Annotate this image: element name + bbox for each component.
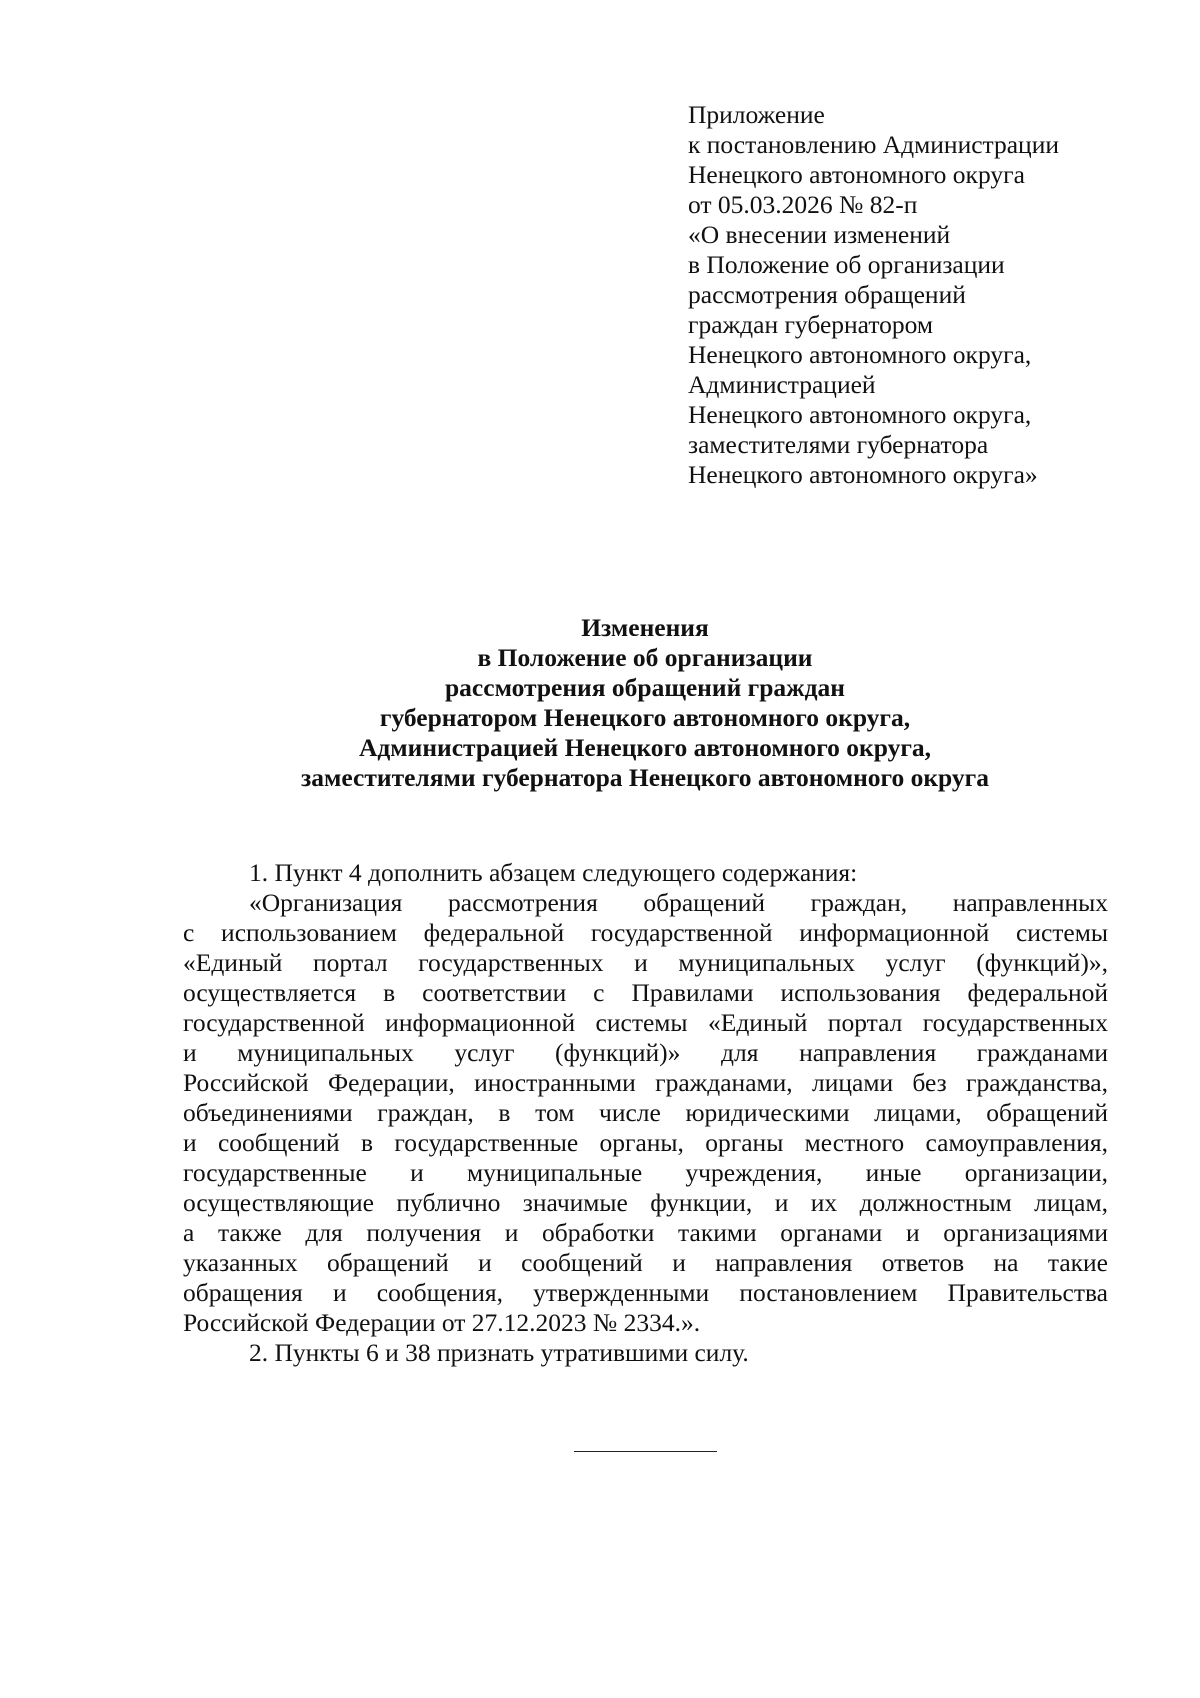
end-separator-line	[574, 1451, 717, 1452]
document-body	[183, 858, 1108, 1368]
appendix-line: Ненецкого автономного округа,	[688, 400, 1032, 429]
appendix-line: в Положение об организации	[688, 250, 1005, 279]
appendix-line: «О внесении изменений	[688, 220, 951, 249]
quote-line: а также для получения и обработки такими органами и организациями	[183, 1218, 1108, 1247]
title-line: Изменения	[581, 613, 709, 642]
appendix-line: Администрацией	[688, 370, 876, 399]
title-line: рассмотрения обращений граждан	[445, 673, 845, 702]
item-2: 2. Пункты 6 и 38 признать утратившими силу.	[249, 1338, 749, 1367]
item-1-intro: 1. Пункт 4 дополнить абзацем следующего содержания:	[249, 858, 858, 887]
appendix-line: Ненецкого автономного округа	[688, 160, 1025, 189]
appendix-line: к постановлению Администрации	[688, 130, 1059, 159]
appendix-line: Ненецкого автономного округа,	[688, 340, 1032, 369]
appendix-line: рассмотрения обращений	[688, 280, 966, 309]
quote-line: с использованием федеральной государственной информационной системы	[183, 918, 1108, 947]
quote-line: Российской Федерации, иностранными гражданами, лицами без гражданства,	[183, 1068, 1108, 1097]
title-line: заместителями губернатора Ненецкого автономного округа	[301, 763, 989, 792]
title-line: в Положение об организации	[477, 643, 813, 672]
appendix-header	[688, 100, 1168, 490]
quote-line: «Единый портал государственных и муниципальных услуг (функций)»,	[183, 948, 1108, 977]
appendix-line: заместителями губернатора	[688, 430, 989, 459]
quote-line: объединениями граждан, в том числе юридическими лицами, обращений	[183, 1098, 1108, 1127]
quote-last-line: Российской Федерации от 27.12.2023 № 2334.».	[183, 1308, 701, 1337]
appendix-line: от 05.03.2026 № 82-п	[688, 190, 918, 219]
appendix-line: Ненецкого автономного округа»	[688, 460, 1038, 489]
quote-line: «Организация рассмотрения обращений граждан, направленных	[249, 888, 1108, 917]
document-title	[180, 613, 1110, 793]
quote-line: обращения и сообщения, утвержденными постановлением Правительства	[183, 1278, 1108, 1307]
quote-line: указанных обращений и сообщений и направления ответов на такие	[183, 1248, 1108, 1277]
title-line: Администрацией Ненецкого автономного округа,	[358, 733, 932, 762]
quote-line: осуществляющие публично значимые функции, и их должностным лицам,	[183, 1188, 1108, 1217]
quote-line: и сообщений в государственные органы, органы местного самоуправления,	[183, 1128, 1108, 1157]
title-line: губернатором Ненецкого автономного округа,	[379, 703, 911, 732]
appendix-line: граждан губернатором	[688, 310, 934, 339]
quote-line: государственные и муниципальные учреждения, иные организации,	[183, 1158, 1108, 1187]
quote-line: осуществляется в соответствии с Правилами использования федеральной	[183, 978, 1108, 1007]
quote-line: государственной информационной системы «Единый портал государственных	[183, 1008, 1108, 1037]
appendix-line: Приложение	[688, 100, 825, 129]
quote-line: и муниципальных услуг (функций)» для направления гражданами	[183, 1038, 1108, 1067]
